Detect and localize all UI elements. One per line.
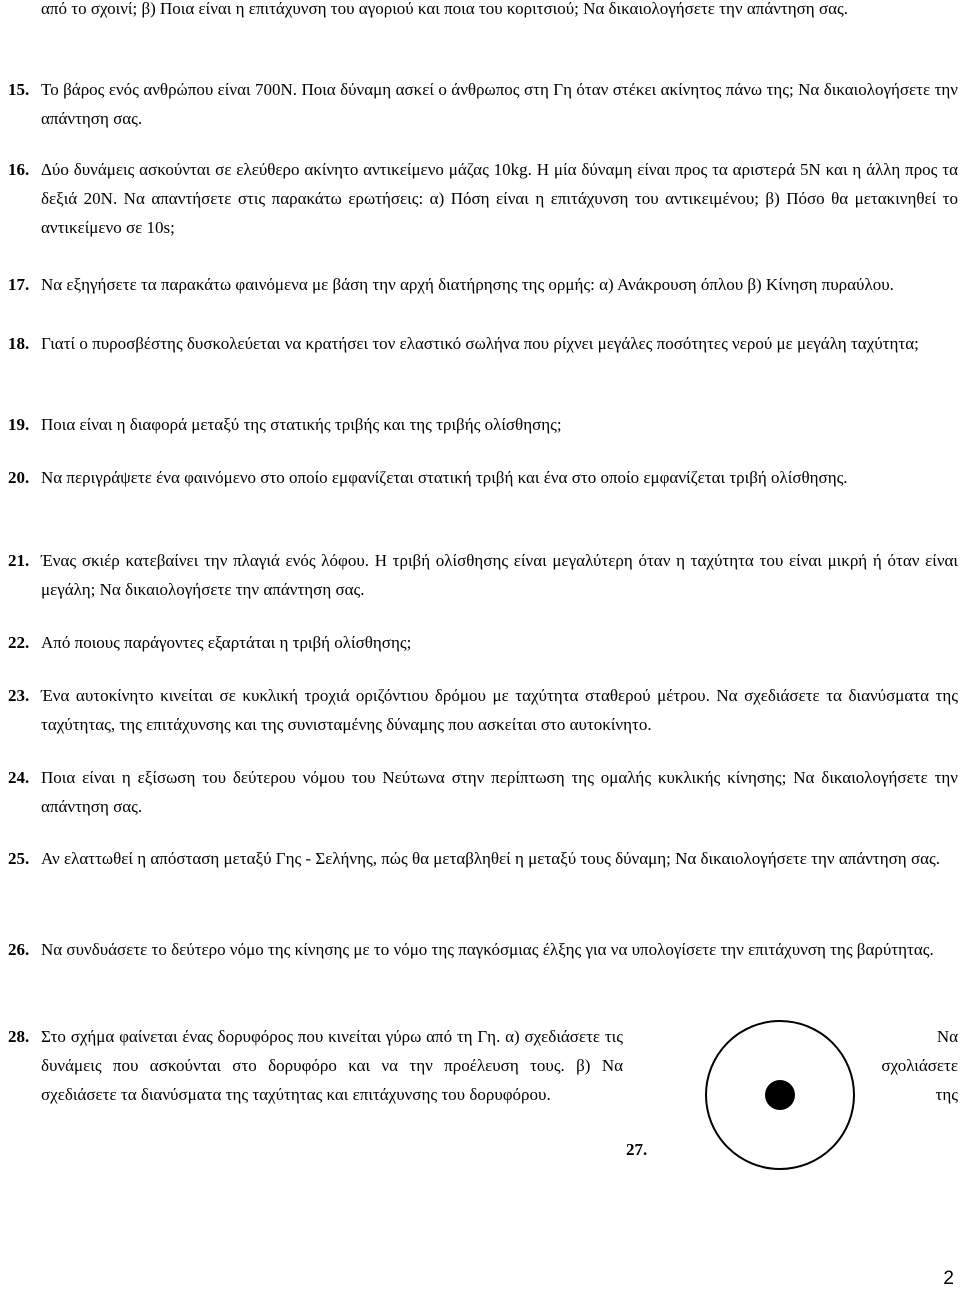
question-17 (8, 270, 958, 299)
question-26 (8, 935, 958, 964)
page-number: 2 (943, 1268, 954, 1289)
question-number: 19. (8, 415, 30, 434)
continuation-paragraph (8, 0, 958, 23)
question-text: Αν ελαττωθεί η απόσταση μεταξύ Γης - Σελήνης, πώς θα μεταβληθεί η μεταξύ τους δύναμη; Να δικαιολογήσετε την απάντηση σας. (41, 849, 940, 868)
question-number: 22. (8, 633, 30, 652)
question-15 (8, 75, 958, 133)
question-24 (8, 763, 958, 821)
question-text: Ποια είναι η διαφορά μεταξύ της στατικής τριβής και της τριβής ολίσθησης; (41, 415, 562, 434)
question-number: 24. (8, 768, 30, 787)
question-22 (8, 628, 958, 657)
question-number: 28. (8, 1027, 30, 1046)
question-number: 20. (8, 468, 30, 487)
question-16 (8, 155, 958, 242)
question-25 (8, 844, 958, 873)
question-text: Να περιγράψετε ένα φαινόμενο στο οποίο εμφανίζεται στατική τριβή και ένα στο οποίο εμφανίζεται τριβή ολίσθησης. (41, 468, 848, 487)
question-text: Γιατί ο πυροσβέστης δυσκολεύεται να κρατήσει τον ελαστικό σωλήνα που ρίχνει μεγάλες ποσότητες νερού με μεγάλη ταχύτητα; (41, 334, 919, 353)
continuation-text: από το σχοινί; β) Ποια είναι η επιτάχυνση του αγοριού και ποια του κοριτσιού; Να δικαιολογήσετε την απάντηση σας. (41, 0, 849, 18)
question-number: 23. (8, 686, 30, 705)
earth-dot (765, 1080, 795, 1110)
question-number: 25. (8, 849, 30, 868)
question-23 (8, 681, 958, 739)
question-text: Ένας σκιέρ κατεβαίνει την πλαγιά ενός λόφου. Η τριβή ολίσθησης είναι μεγαλύτερη όταν η ταχύτητα του είναι μικρή ή όταν είναι μεγάλη; Να δικαιολογήσετε την απάντηση σας. (41, 551, 958, 599)
question-text: Να εξηγήσετε τα παρακάτω φαινόμενα με βάση την αρχή διατήρησης της ορμής: α) Ανάκρουση όπλου β) Κίνηση πυραύλου. (41, 275, 894, 294)
question-number: 16. (8, 160, 30, 179)
side-word: Να (936, 1027, 958, 1046)
question-21 (8, 546, 958, 604)
question-text: Το βάρος ενός ανθρώπου είναι 700N. Ποια δύναμη ασκεί ο άνθρωπος στη Γη όταν στέκει ακίνητος πάνω της; Να δικαιολογήσετε την απάντηση σας. (41, 80, 958, 128)
question-number: 15. (8, 80, 30, 99)
question-text: Να συνδυάσετε το δεύτερο νόμο της κίνησης με το νόμο της παγκόσμιας έλξης για να υπολογίσετε την επιτάχυνση της βαρύτητας. (41, 940, 934, 959)
question-text: Από ποιους παράγοντες εξαρτάται η τριβή ολίσθησης; (41, 633, 412, 652)
satellite-orbit-diagram (700, 1015, 860, 1175)
question-text: Δύο δυνάμεις ασκούνται σε ελεύθερο ακίνητο αντικείμενο μάζας 10kg. Η μία δύναμη είναι προς τα αριστερά 5N και η άλλη προς τα δεξιά 20N. Να απαντήσετε στις παρακάτω ερωτήσεις: α) Πόση είναι η επιτάχυνση του αντικειμένου; β) Πόσο θα μετακινηθεί το αντικείμενο σε 10s; (41, 160, 958, 237)
side-word: σχολιάσετε (881, 1056, 958, 1075)
side-word: της (935, 1085, 958, 1104)
question-text: Στο σχήμα φαίνεται ένας δορυφόρος που κινείται γύρω από τη Γη. α) σχεδιάσετε τις δυνάμεις που ασκούνται στο δορυφόρο και να την προέλευση τους. β) Να σχεδιάσετε τα διανύσματα της ταχύτητας και επιτάχυνσης του δορυφόρου. (41, 1027, 623, 1104)
question-number: 21. (8, 551, 30, 570)
question-number: 26. (8, 940, 30, 959)
question-number: 17. (8, 275, 30, 294)
figure-label-27: 27. (626, 1140, 648, 1159)
question-number: 18. (8, 334, 30, 353)
question-text: Ποια είναι η εξίσωση του δεύτερου νόμου του Νεύτωνα στην περίπτωση της ομαλής κυκλικής κίνησης; Να δικαιολογήσετε την απάντηση σας. (41, 768, 958, 816)
question-20 (8, 463, 958, 492)
question-19 (8, 410, 958, 439)
question-text: Ένα αυτοκίνητο κινείται σε κυκλική τροχιά οριζόντιου δρόμου με ταχύτητα σταθερού μέτρου. Να σχεδιάσετε τα διανύσματα της ταχύτητας, της επιτάχυνσης και της συνισταμένης δύναμης που ασκείται στο αυτοκίνητο. (41, 686, 958, 734)
question-18 (8, 329, 958, 358)
